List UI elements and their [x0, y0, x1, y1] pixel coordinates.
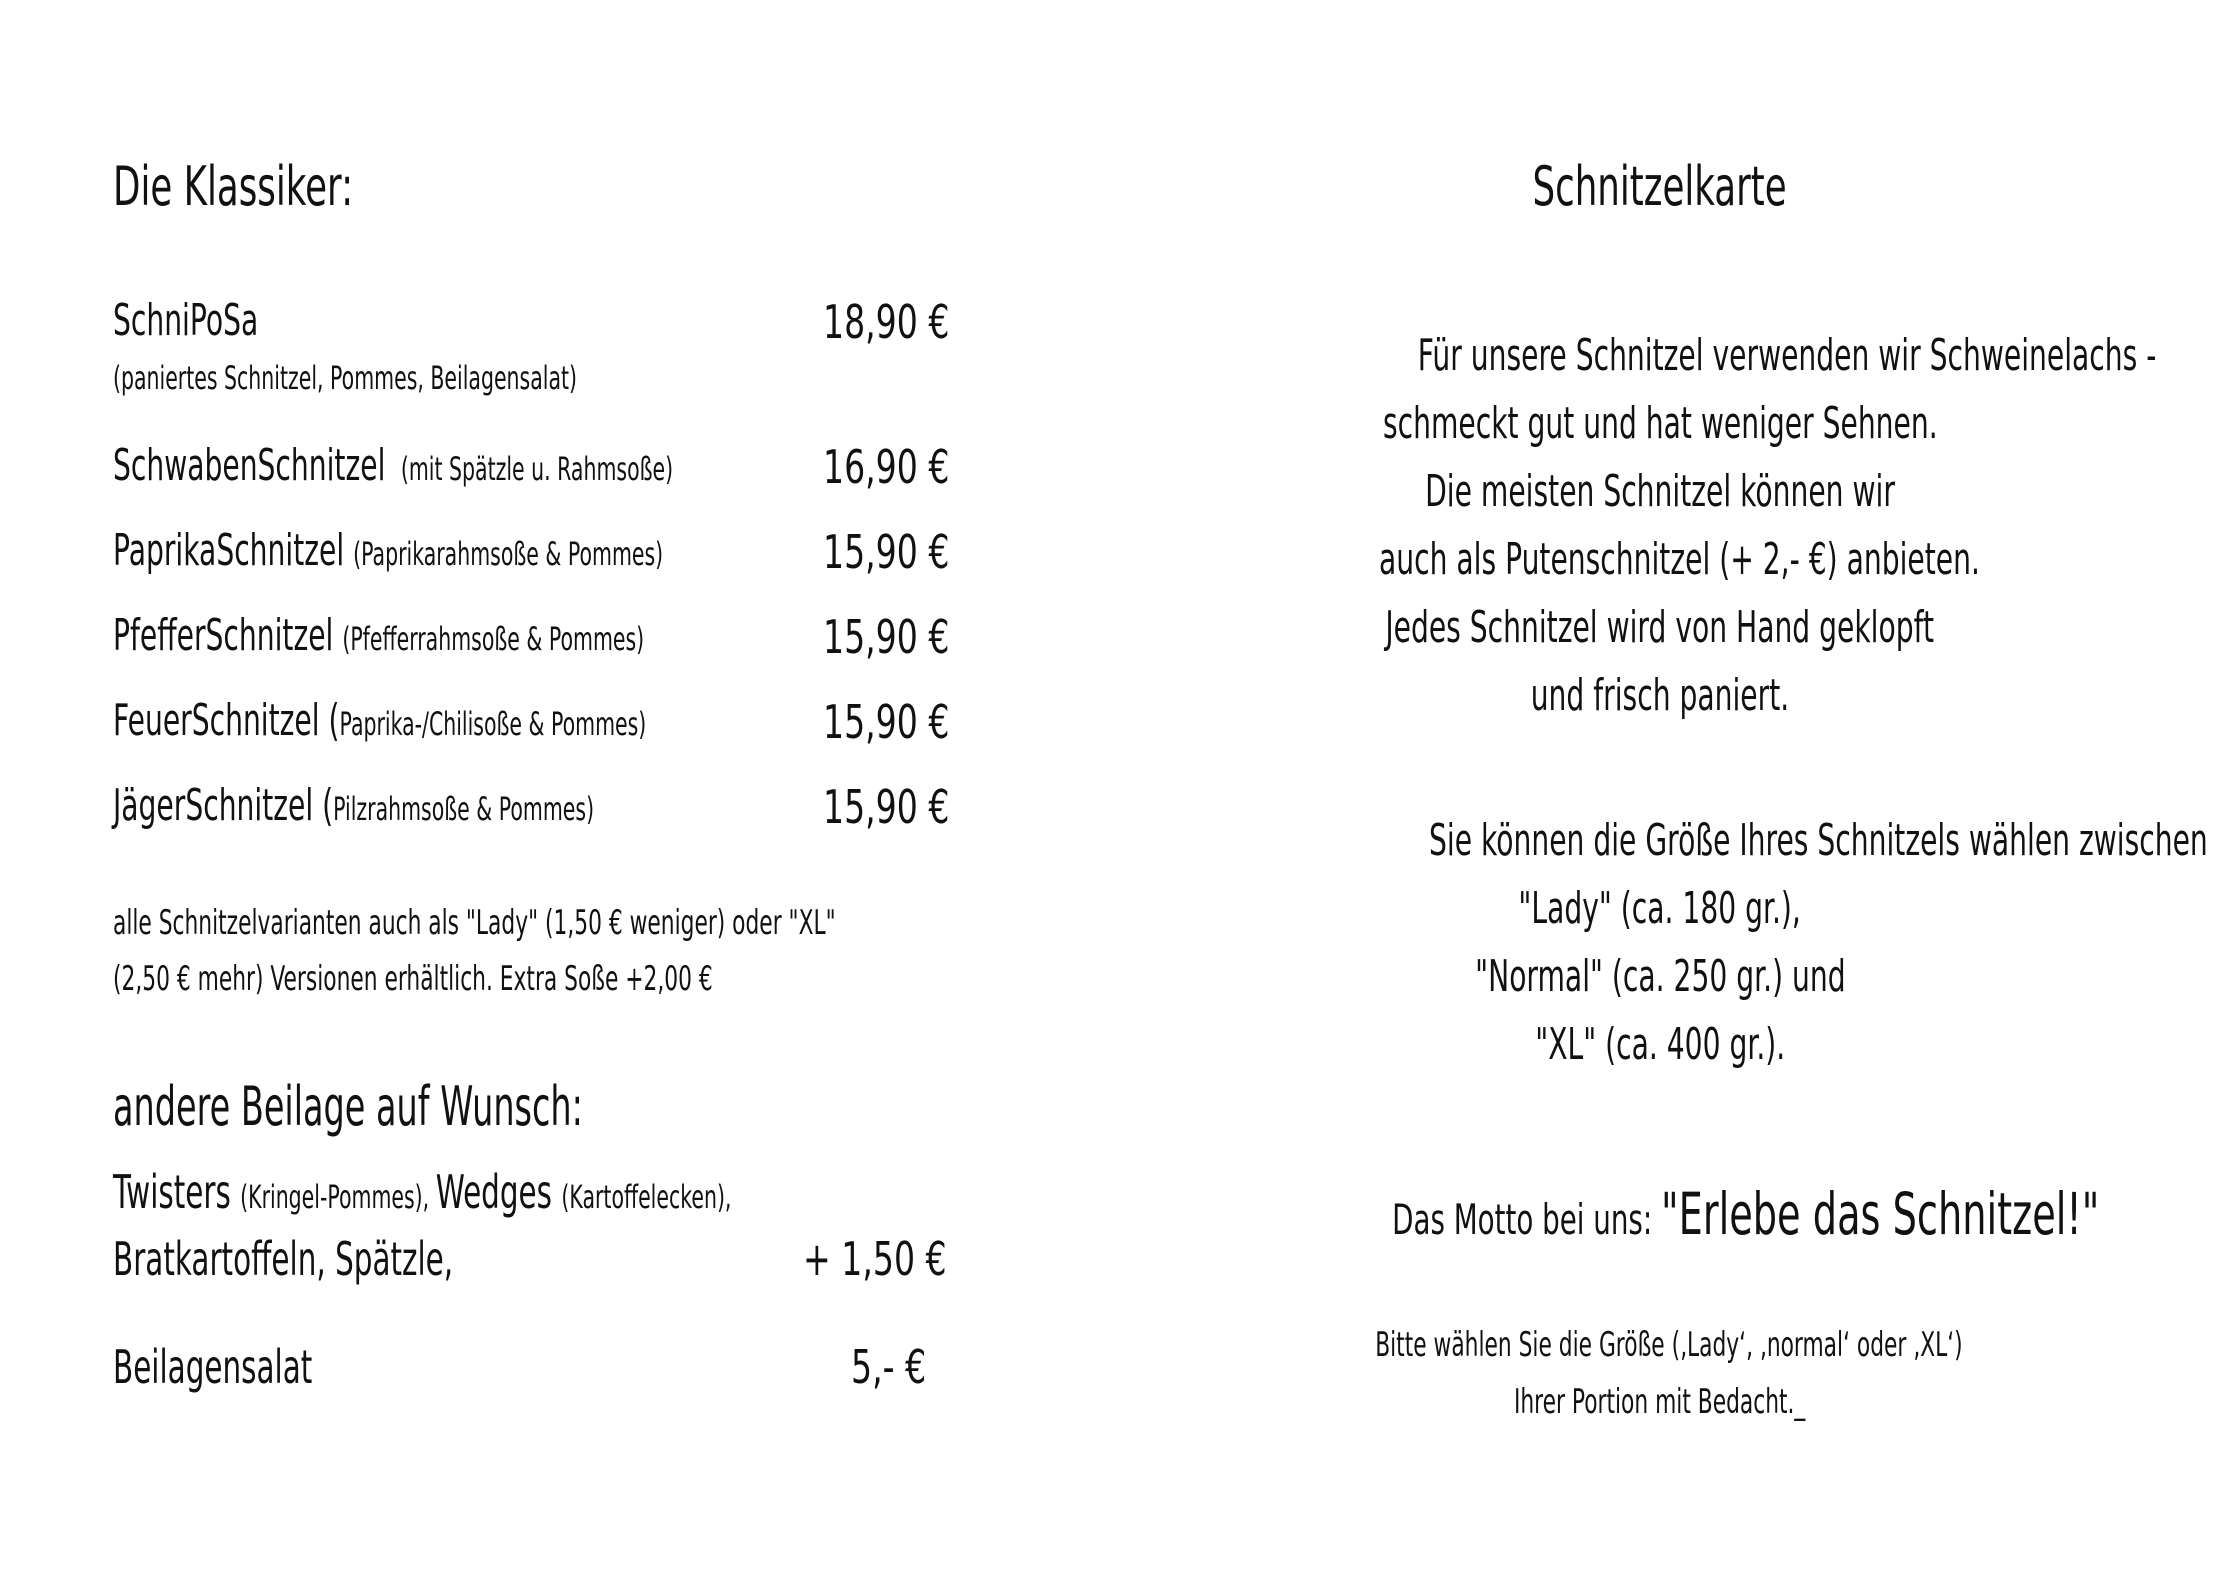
- item-price: [823, 440, 999, 494]
- item-title: SchniPoSa: [113, 295, 259, 346]
- side-other: Bratkartoffeln, Spätzle,: [113, 1232, 454, 1286]
- item-price: [823, 610, 999, 664]
- item-description: (Paprikarahmsoße & Pommes): [353, 535, 664, 573]
- menu-right-panel: [1210, 150, 2208, 1450]
- closing-line: [1210, 1382, 2110, 1422]
- item-name: [113, 695, 946, 746]
- item-name: [113, 610, 943, 661]
- intro-line: [1210, 602, 2110, 653]
- item-price-text: 16,90 €: [823, 440, 950, 494]
- intro-line: [1210, 398, 2110, 449]
- item-title: PfefferSchnitzel: [113, 610, 343, 661]
- item-title: PaprikaSchnitzel: [113, 525, 354, 576]
- item-price: [823, 695, 999, 749]
- side-twisters: Twisters: [113, 1165, 241, 1219]
- item-price-text: 15,90 €: [823, 695, 950, 749]
- sides-price-text: + 1,50 €: [803, 1232, 947, 1286]
- motto: [1210, 1180, 2110, 1248]
- note-line: alle Schnitzelvarianten auch als "Lady" (1,50 € weniger) oder "XL": [113, 903, 836, 943]
- item-title: FeuerSchnitzel (: [113, 695, 340, 746]
- closing-line: [1210, 1325, 2110, 1365]
- item-description: Paprika-/Chilisoße & Pommes): [339, 705, 647, 743]
- item-price: [823, 295, 999, 349]
- item-description: (Pfefferrahmsoße & Pommes): [342, 620, 645, 658]
- motto-quote: "Erlebe das Schnitzel!": [1661, 1180, 2100, 1248]
- size-line: [1210, 883, 2110, 934]
- sides-line: [113, 1232, 644, 1286]
- motto-prefix: Das Motto bei uns:: [1392, 1195, 1662, 1244]
- sides-line: [113, 1165, 1079, 1219]
- menu-left-panel: [113, 150, 963, 1450]
- intro-line: [1210, 466, 2110, 517]
- item-title: SchwabenSchnitzel: [113, 440, 395, 491]
- closing-line-text: Bitte wählen Sie die Größe (‚Lady‘, ‚normal‘ oder ‚XL‘): [1375, 1325, 1963, 1365]
- intro-line: [1210, 330, 2157, 381]
- section-heading-klassiker: [113, 155, 477, 218]
- item-price-text: 15,90 €: [823, 525, 950, 579]
- intro-line-text: Die meisten Schnitzel können wir: [1425, 466, 1895, 517]
- size-line: [1210, 1019, 2110, 1070]
- intro-line: [1210, 534, 2110, 585]
- intro-line-text: Jedes Schnitzel wird von Hand geklopft: [1385, 602, 1935, 653]
- side-twisters-desc: (Kringel-Pommes),: [240, 1178, 436, 1216]
- size-line-text: Sie können die Größe Ihres Schnitzels wählen zwischen: [1429, 815, 2208, 866]
- item-description-text: (paniertes Schnitzel, Pommes, Beilagensalat): [113, 359, 578, 397]
- intro-line-text: schmeckt gut und hat weniger Sehnen.: [1382, 398, 1938, 449]
- salad-price-text: 5,- €: [851, 1340, 927, 1394]
- intro-line-text: Für unsere Schnitzel verwenden wir Schweinelachs -: [1417, 330, 2157, 381]
- section-heading-beilage: [113, 1075, 871, 1138]
- sides-price: [803, 1232, 1002, 1286]
- size-line: [1210, 815, 2208, 866]
- size-line-text: "Lady" (ca. 180 gr.),: [1518, 883, 1802, 934]
- item-description: (mit Spätzle u. Rahmsoße): [394, 450, 674, 488]
- heading-text: Die Klassiker:: [113, 155, 354, 218]
- page-title: [1210, 155, 2110, 218]
- size-line-text: "XL" (ca. 400 gr.).: [1535, 1019, 1785, 1070]
- page-title-text: Schnitzelkarte: [1532, 155, 1788, 218]
- closing-line-text: Ihrer Portion mit Bedacht._: [1514, 1382, 1806, 1422]
- item-title: JägerSchnitzel (: [113, 780, 334, 831]
- side-wedges: Wedges: [435, 1165, 562, 1219]
- variants-note: [113, 895, 1242, 1007]
- side-salad-price: [851, 1340, 955, 1394]
- item-price: [823, 525, 999, 579]
- item-name: [113, 780, 865, 831]
- heading-text: andere Beilage auf Wunsch:: [113, 1075, 583, 1138]
- note-line: (2,50 € mehr) Versionen erhältlich. Extra Soße +2,00 €: [113, 959, 713, 999]
- size-line-text: "Normal" (ca. 250 gr.) und: [1474, 951, 1846, 1002]
- side-salad-name: [113, 1340, 424, 1394]
- salad-name-text: Beilagensalat: [113, 1340, 313, 1394]
- item-name: [113, 295, 340, 346]
- side-wedges-desc: (Kartoffelecken),: [561, 1178, 732, 1216]
- item-price-text: 15,90 €: [823, 780, 950, 834]
- size-line: [1210, 951, 2110, 1002]
- item-price: [823, 780, 999, 834]
- intro-line-text: auch als Putenschnitzel (+ 2,- €) anbieten.: [1379, 534, 1980, 585]
- intro-line: [1210, 670, 2110, 721]
- item-description: [113, 359, 838, 397]
- item-description: Pilzrahmsoße & Pommes): [333, 790, 595, 828]
- item-price-text: 15,90 €: [823, 610, 950, 664]
- intro-line-text: und frisch paniert.: [1530, 670, 1790, 721]
- item-price-text: 18,90 €: [823, 295, 950, 349]
